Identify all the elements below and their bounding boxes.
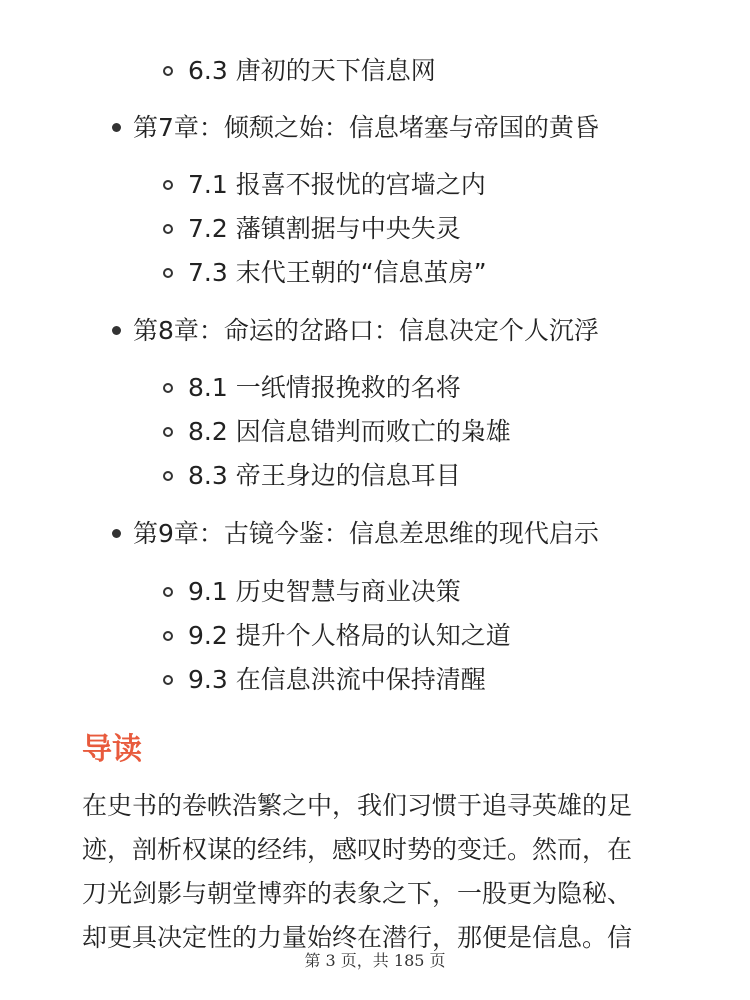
toc-section-6-3[interactable]: 6.3 唐初的天下信息网 bbox=[188, 56, 436, 85]
disc-bullet-icon bbox=[112, 326, 121, 335]
toc-section-9-3[interactable]: 9.3 在信息洪流中保持清醒 bbox=[188, 665, 486, 694]
circle-bullet-icon bbox=[163, 427, 173, 437]
circle-bullet-icon bbox=[163, 268, 173, 278]
toc-section-7-1[interactable]: 7.1 报喜不报忧的宫墙之内 bbox=[188, 170, 486, 199]
circle-bullet-icon bbox=[163, 180, 173, 190]
toc-section-8-3[interactable]: 8.3 帝王身边的信息耳目 bbox=[188, 461, 461, 490]
circle-bullet-icon bbox=[163, 66, 173, 76]
circle-bullet-icon bbox=[163, 587, 173, 597]
paragraph-line: 却更具决定性的力量始终在潜行，那便是信息。信 bbox=[82, 923, 633, 952]
circle-bullet-icon bbox=[163, 224, 173, 234]
paragraph-line: 在史书的卷帙浩繁之中，我们习惯于追寻英雄的足 bbox=[82, 791, 633, 820]
toc-section-7-2[interactable]: 7.2 藩镇割据与中央失灵 bbox=[188, 214, 461, 243]
page-number-footer: 第 3 页，共 185 页 bbox=[304, 951, 446, 970]
toc-section-8-2[interactable]: 8.2 因信息错判而败亡的枭雄 bbox=[188, 417, 511, 446]
toc-chapter-7[interactable]: 第7章：倾颓之始：信息堵塞与帝国的黄昏 bbox=[133, 113, 599, 142]
section-heading: 导读 bbox=[82, 732, 142, 767]
toc-chapter-8[interactable]: 第8章：命运的岔路口：信息决定个人沉浮 bbox=[133, 316, 599, 345]
toc-chapter-9[interactable]: 第9章：古镜今鉴：信息差思维的现代启示 bbox=[133, 519, 599, 548]
circle-bullet-icon bbox=[163, 675, 173, 685]
toc-section-8-1[interactable]: 8.1 一纸情报挽救的名将 bbox=[188, 373, 461, 402]
intro-paragraph bbox=[82, 784, 674, 960]
circle-bullet-icon bbox=[163, 631, 173, 641]
disc-bullet-icon bbox=[112, 529, 121, 538]
circle-bullet-icon bbox=[163, 383, 173, 393]
circle-bullet-icon bbox=[163, 471, 173, 481]
disc-bullet-icon bbox=[112, 123, 121, 132]
toc-section-9-1[interactable]: 9.1 历史智慧与商业决策 bbox=[188, 577, 461, 606]
paragraph-line: 迹，剖析权谋的经纬，感叹时势的变迁。然而，在 bbox=[82, 835, 633, 864]
toc-section-7-3[interactable]: 7.3 末代王朝的“信息茧房” bbox=[188, 258, 487, 287]
toc-section-9-2[interactable]: 9.2 提升个人格局的认知之道 bbox=[188, 621, 511, 650]
paragraph-line: 刀光剑影与朝堂博弈的表象之下，一股更为隐秘、 bbox=[82, 879, 633, 908]
